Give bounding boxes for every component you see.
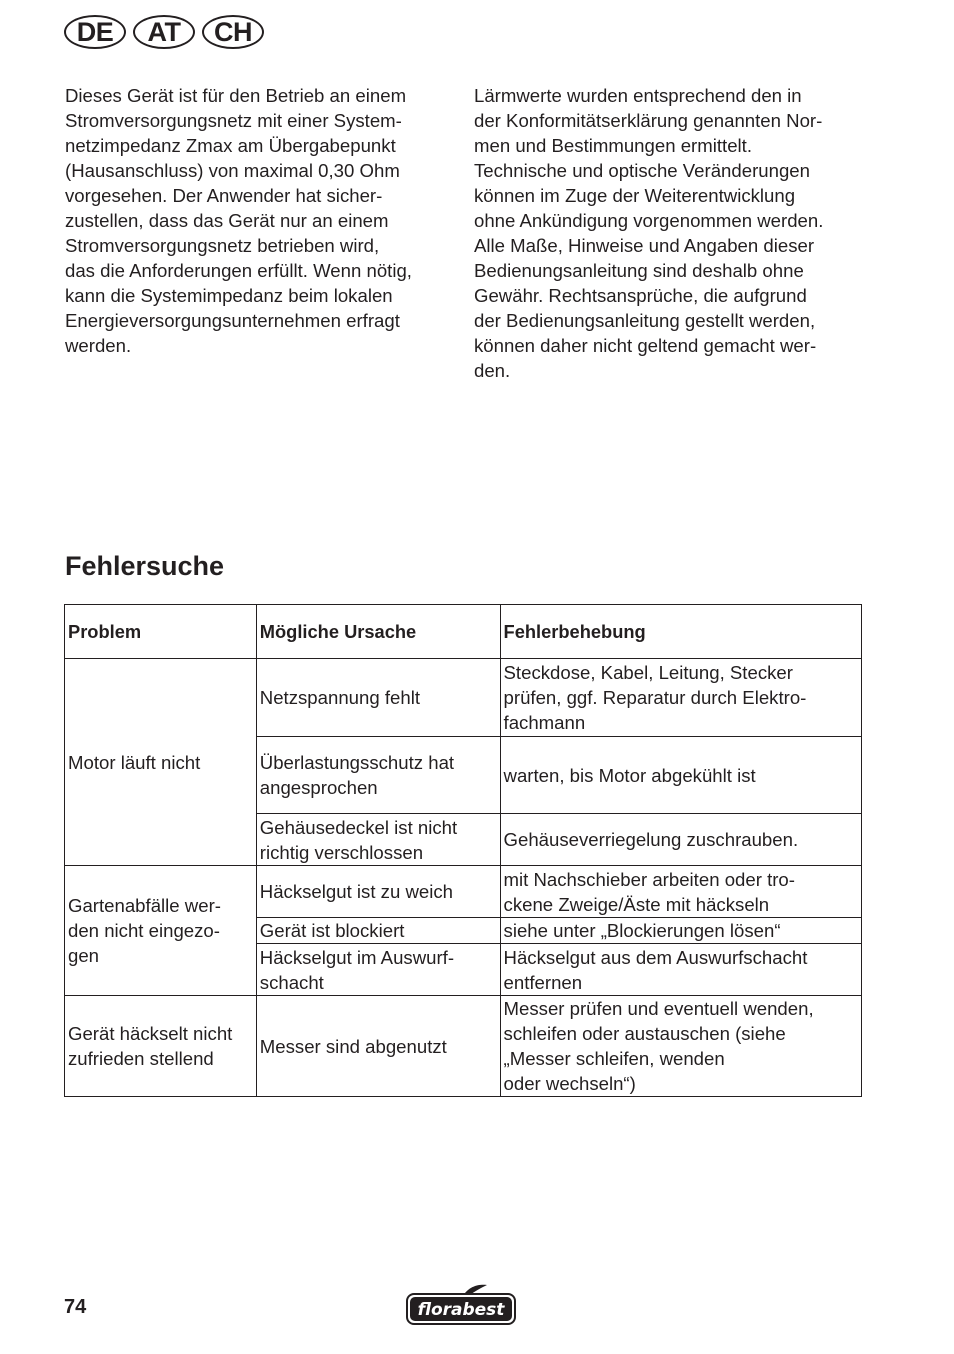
cause-cell: Überlastungsschutz hat angesprochen [256,737,500,814]
logo-text: florabest [417,1300,505,1320]
fix-cell: Messer prüfen und eventuell wenden, schleifen oder austauschen (siehe „Messer schleifen, wenden oder wechseln“) [500,996,861,1097]
section-title: Fehlersuche [65,551,225,581]
fix-cell: siehe unter „Blockierungen lösen“ [500,918,861,944]
cause-cell: Netzspannung fehlt [256,659,500,737]
intro-left-text: Dieses Gerät ist für den Betrieb an einem Stromversorgungsnetz mit einer System- netzimpedanz Zmax am Übergabepunkt (Hausanschluss) von maximal 0,30 Ohm vorgesehen. Der Anwender hat sicher- zustellen, dass das Gerät nur an einem Stromversorgungsnetz betrieben wird, das die Anforderungen erfüllt. Wenn nötig, kann die Systemimpedanz beim lokalen Energieversorgungsunternehmen erfragt werden. [65,85,412,356]
table-row [65,866,862,918]
cause-cell: Gehäusedeckel ist nicht richtig verschlossen [256,814,500,866]
fix-cell: Gehäuseverriegelung zuschrauben. [500,814,861,866]
table-row [65,659,862,737]
problem-cell: Gerät häckselt nicht zufrieden stellend [65,996,257,1097]
header-fix: Fehlerbehebung [500,605,861,659]
header-problem: Problem [65,605,257,659]
header-cause: Mögliche Ursache [256,605,500,659]
country-badges [64,15,264,49]
problem-cell: Gartenabfälle wer- den nicht eingezo- gen [65,866,257,996]
cause-cell: Gerät ist blockiert [256,918,500,944]
fix-cell: Häckselgut aus dem Auswurfschacht entfernen [500,944,861,996]
table-row [65,996,862,1097]
cause-cell: Häckselgut im Auswurf- schacht [256,944,500,996]
page-number: 74 [64,1296,87,1318]
fix-cell: warten, bis Motor abgekühlt ist [500,737,861,814]
fix-cell: Steckdose, Kabel, Leitung, Stecker prüfen, ggf. Reparatur durch Elektro- fachmann [500,659,861,737]
country-badge-at: AT [133,15,195,49]
troubleshooting-table [64,604,862,1097]
fix-cell: mit Nachschieber arbeiten oder tro- ckene Zweige/Äste mit häckseln [500,866,861,918]
country-badge-de: DE [64,15,126,49]
table-header-row [65,605,862,659]
cause-cell: Häckselgut ist zu weich [256,866,500,918]
florabest-logo [405,1282,517,1328]
intro-right-text: Lärmwerte wurden entsprechend den in der Konformitätserklärung genannten Nor- men und Bestimmungen ermittelt. Technische und optische Veränderungen können im Zuge der Weiterentwicklung ohne Ankündigung vorgenommen werden. Alle Maße, Hinweise und Angaben dieser Bedienungsanleitung sind deshalb ohne Gewähr. Rechtsansprüche, die aufgrund der Bedienungsanleitung gestellt werden, können daher nicht geltend gemacht wer- den. [474,85,824,381]
problem-cell: Motor läuft nicht [65,659,257,866]
cause-cell: Messer sind abgenutzt [256,996,500,1097]
country-badge-ch: CH [202,15,264,49]
